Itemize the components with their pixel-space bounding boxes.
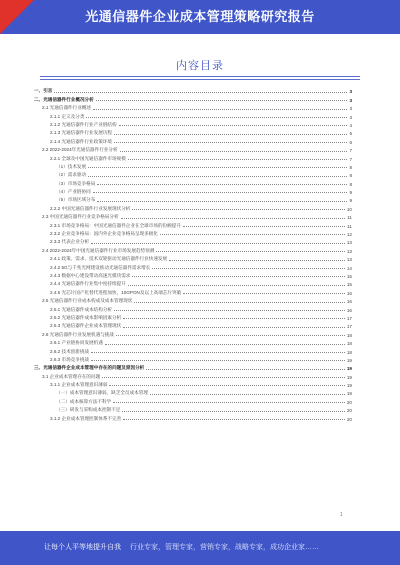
toc-entry-title: 2.5 光通信器件行业成本构成及成本管理现状: [42, 298, 133, 304]
toc-leader-dots: [91, 360, 345, 361]
toc-entry[interactable]: [34, 313, 352, 321]
toc-entry-page: 14: [346, 265, 352, 271]
toc-leader-dots: [152, 268, 345, 269]
toc-entry-page: 7: [349, 156, 352, 162]
toc-leader-dots: [105, 344, 345, 345]
toc-entry-page: 6: [349, 139, 352, 145]
toc-leader-dots: [156, 251, 345, 252]
toc-entry-title: 2.4.2 5G与千兆光网建设推动光通信器件需求增长: [50, 264, 151, 270]
toc-entry-page: 15: [346, 273, 352, 279]
toc-entry[interactable]: [34, 229, 352, 237]
toc-leader-dots: [102, 377, 345, 378]
toc-leader-dots: [122, 411, 345, 412]
toc-entry[interactable]: [34, 388, 352, 396]
toc-entry[interactable]: [34, 271, 352, 279]
toc-leader-dots: [132, 209, 344, 210]
toc-entry[interactable]: [34, 162, 352, 170]
toc-entry-title: 2.2 2022-2024年光通信器件行业分析: [42, 147, 118, 153]
toc-entry[interactable]: [34, 254, 352, 262]
toc-entry-title: 2.5.1 光通信器件成本结构分析: [50, 306, 113, 312]
toc-entry-title: 二、光通信器件行业概况分析: [34, 96, 94, 102]
toc-entry-page: 16: [346, 307, 352, 313]
toc-entry-title: 2.3.3 代表企业分析: [50, 239, 90, 245]
toc-entry[interactable]: [34, 380, 352, 388]
footer-slogan: 让每个人平等地提升自我: [44, 544, 121, 551]
toc-entry[interactable]: [34, 136, 352, 144]
toc-entry-page: 12: [346, 232, 352, 238]
toc-entry-title: 2.1.1 定义及分类: [50, 113, 85, 119]
toc-entry[interactable]: [34, 405, 352, 413]
document-title: 光通信器件企业成本管理策略研究报告: [85, 9, 315, 24]
toc-entry[interactable]: [34, 178, 352, 186]
toc-entry[interactable]: [34, 237, 352, 245]
toc-entry-page: 19: [346, 391, 352, 397]
toc-entry[interactable]: [34, 153, 352, 161]
toc-leader-dots: [123, 327, 345, 328]
toc-entry-page: 8: [349, 164, 352, 170]
toc-leader-dots: [150, 394, 345, 395]
toc-entry-page: 19: [346, 357, 352, 363]
toc-entry-page: 20: [346, 399, 352, 405]
toc-entry-title: 2.1.4 光通信器件行业政策环境: [50, 138, 113, 144]
toc-entry-page: 18: [346, 332, 352, 338]
toc-entry-title: 2.1.2 光通信器件行业产业链结构: [50, 121, 117, 127]
toc-entry-page: 8: [349, 181, 352, 187]
toc-entry[interactable]: [34, 187, 352, 195]
toc-entry[interactable]: [34, 279, 352, 287]
toc-heading: 内容目录: [176, 60, 224, 72]
toc-entry-page: 18: [346, 349, 352, 355]
toc-entry-title: 2.5.2 光通信器件成本影响因素分析: [50, 314, 122, 320]
toc-entry-page: 8: [349, 173, 352, 179]
toc-entry[interactable]: [34, 355, 352, 363]
toc-entry-title: 2.3.2 企业竞争格局：国内外企业竞争格局呈现多极化: [50, 231, 158, 237]
toc-entry-page: 17: [346, 315, 352, 321]
toc-leader-dots: [128, 285, 345, 286]
toc-leader-dots: [114, 142, 347, 143]
toc-entry[interactable]: [34, 86, 352, 94]
toc-leader-dots: [169, 260, 345, 261]
toc-entry[interactable]: [34, 413, 352, 421]
toc-entry-page: 3: [349, 89, 352, 95]
toc-entry-title: 2.2.2 中国光通信器件行业发展现状分析: [50, 205, 131, 211]
toc-leader-dots: [160, 234, 345, 235]
toc-entry-page: 19: [346, 366, 352, 372]
toc-entry-title: 2.4.3 数据中心建设带动高速光模块需求: [50, 272, 131, 278]
toc-leader-dots: [123, 318, 345, 319]
toc-entry[interactable]: [34, 346, 352, 354]
toc-entry[interactable]: [34, 287, 352, 295]
toc-entry-title: 2.4.4 光通信器件行业集中度持续提升: [50, 281, 126, 287]
toc-leader-dots: [93, 192, 348, 193]
toc-entry-title: 2.4.5 光芯片国产化替代进程加快，10GPON及以上高端芯片突破: [50, 289, 182, 295]
toc-entry[interactable]: [34, 371, 352, 379]
toc-entry-title: 3.1 企业成本管理存在的问题: [42, 373, 101, 379]
toc-leader-dots: [97, 201, 347, 202]
toc-entry-title: 三、光通信器件企业成本管理中存在的问题及原因分析: [34, 365, 145, 371]
toc-leader-dots: [96, 100, 348, 101]
toc-leader-dots: [121, 218, 346, 219]
toc-entry[interactable]: [34, 329, 352, 337]
toc-leader-dots: [86, 117, 347, 118]
table-of-contents: [34, 86, 352, 422]
toc-entry-page: 5: [349, 131, 352, 137]
page-number-marker: 1: [340, 512, 343, 518]
toc-entry-title: （5）市场区域分布: [56, 197, 96, 203]
toc-entry[interactable]: [34, 195, 352, 203]
toc-entry-page: 11: [347, 223, 352, 229]
toc-entry-page: 3: [349, 106, 352, 112]
toc-leader-dots: [119, 125, 348, 126]
toc-entry-title: 2.3 中国光通信器件行业竞争格局分析: [42, 214, 119, 220]
toc-entry-title: 2.6.1 产业链协同发展机遇: [50, 340, 103, 346]
toc-entry-title: 2.6.2 技术创新挑战: [50, 348, 90, 354]
toc-entry-page: 3: [349, 114, 352, 120]
toc-entry[interactable]: [34, 103, 352, 111]
toc-entry-title: 2.2.1 全球及中国光通信器件市场规模: [50, 155, 126, 161]
toc-divider-top: [40, 76, 360, 77]
toc-leader-dots: [134, 302, 345, 303]
footer-banner: [0, 531, 400, 565]
toc-entry[interactable]: [34, 94, 352, 102]
toc-entry-page: 16: [346, 290, 352, 296]
toc-leader-dots: [114, 134, 347, 135]
toc-entry-title: 3.1.1 企业成本管理意识薄弱: [50, 382, 108, 388]
toc-leader-dots: [114, 310, 345, 311]
toc-leader-dots: [183, 293, 345, 294]
toc-entry-page: 4: [349, 122, 352, 128]
toc-leader-dots: [183, 226, 345, 227]
toc-leader-dots: [88, 167, 347, 168]
toc-entry-title: 3.1.2 企业成本管理控制体系不完善: [50, 415, 122, 421]
toc-entry[interactable]: [34, 296, 352, 304]
toc-entry[interactable]: [34, 120, 352, 128]
toc-entry[interactable]: [34, 363, 352, 371]
toc-entry-title: （2）需求驱动: [56, 172, 87, 178]
toc-entry-page: 3: [349, 97, 352, 103]
toc-entry[interactable]: [34, 321, 352, 329]
toc-entry[interactable]: [34, 170, 352, 178]
toc-leader-dots: [88, 176, 347, 177]
toc-entry-page: 9: [349, 190, 352, 196]
toc-entry-page: 18: [346, 341, 352, 347]
toc-entry-page: 20: [346, 408, 352, 414]
toc-entry[interactable]: [34, 128, 352, 136]
toc-entry[interactable]: [34, 220, 352, 228]
toc-entry-title: 2.1.3 光通信器件行业发展历程: [50, 130, 113, 136]
toc-leader-dots: [113, 402, 345, 403]
toc-entry-title: 2.4 2022-2024年中国光通信器件行业市场发展趋势预测: [42, 247, 155, 253]
toc-leader-dots: [132, 276, 344, 277]
toc-leader-dots: [146, 369, 345, 370]
toc-leader-dots: [109, 385, 344, 386]
toc-entry[interactable]: [34, 245, 352, 253]
toc-leader-dots: [91, 352, 345, 353]
toc-entry[interactable]: [34, 145, 352, 153]
toc-entry-page: 13: [346, 257, 352, 263]
toc-entry-title: （1）技术发展: [56, 163, 87, 169]
toc-entry[interactable]: [34, 203, 352, 211]
toc-leader-dots: [91, 243, 345, 244]
toc-divider-bottom: [40, 79, 360, 80]
toc-entry-page: 11: [347, 215, 352, 221]
toc-leader-dots: [116, 335, 345, 336]
toc-entry-title: 2.6 光通信器件行业发展机遇与挑战: [42, 331, 114, 337]
toc-leader-dots: [128, 159, 348, 160]
toc-entry-page: 13: [346, 240, 352, 246]
toc-entry-title: 2.5.3 光通信器件企业成本管理现状: [50, 323, 122, 329]
toc-entry-title: 2.6.3 市场竞争挑战: [50, 356, 90, 362]
toc-entry-page: 9: [349, 198, 352, 204]
toc-entry-page: 17: [346, 324, 352, 330]
toc-entry-title: （4）产业链协同: [56, 189, 91, 195]
toc-entry-title: （三）研发与采购成本控制不足: [56, 407, 121, 413]
toc-leader-dots: [123, 419, 345, 420]
toc-entry-page: 13: [346, 248, 352, 254]
toc-entry[interactable]: [34, 111, 352, 119]
toc-entry[interactable]: [34, 262, 352, 270]
header-banner: [0, 0, 400, 34]
toc-entry-title: 2.3.1 市场竞争格局：中国光通信器件企业在全球市场的份额提升: [50, 222, 181, 228]
toc-entry-page: 15: [346, 282, 352, 288]
toc-entry-page: 19: [346, 383, 352, 389]
toc-entry-title: （一）成本管理意识薄弱，缺乏全员成本管理: [56, 390, 148, 396]
toc-entry[interactable]: [34, 338, 352, 346]
toc-leader-dots: [120, 151, 348, 152]
toc-leader-dots: [97, 184, 347, 185]
toc-entry[interactable]: [34, 212, 352, 220]
toc-entry-title: 2.1 光通信器件行业概述: [42, 105, 92, 111]
toc-entry-page: 16: [346, 299, 352, 305]
toc-entry-title: （二）成本核算方法不科学: [56, 398, 112, 404]
toc-leader-dots: [93, 109, 347, 110]
toc-entry-page: 20: [346, 416, 352, 422]
toc-entry-title: 2.4.1 政策、需求、技术双轮驱动光通信器件行业快速发展: [50, 256, 168, 262]
footer-experts-line: 行业专家，管理专家，营销专家，战略专家，成功企业家……: [130, 544, 319, 551]
toc-entry-page: 19: [346, 374, 352, 380]
toc-leader-dots: [54, 92, 347, 93]
toc-entry[interactable]: [34, 304, 352, 312]
toc-entry-page: 7: [349, 148, 352, 154]
toc-entry-title: （3）市场竞争格局: [56, 180, 96, 186]
toc-entry-page: 10: [346, 206, 352, 212]
toc-entry[interactable]: [34, 396, 352, 404]
toc-entry-title: 一、引言: [34, 88, 53, 94]
